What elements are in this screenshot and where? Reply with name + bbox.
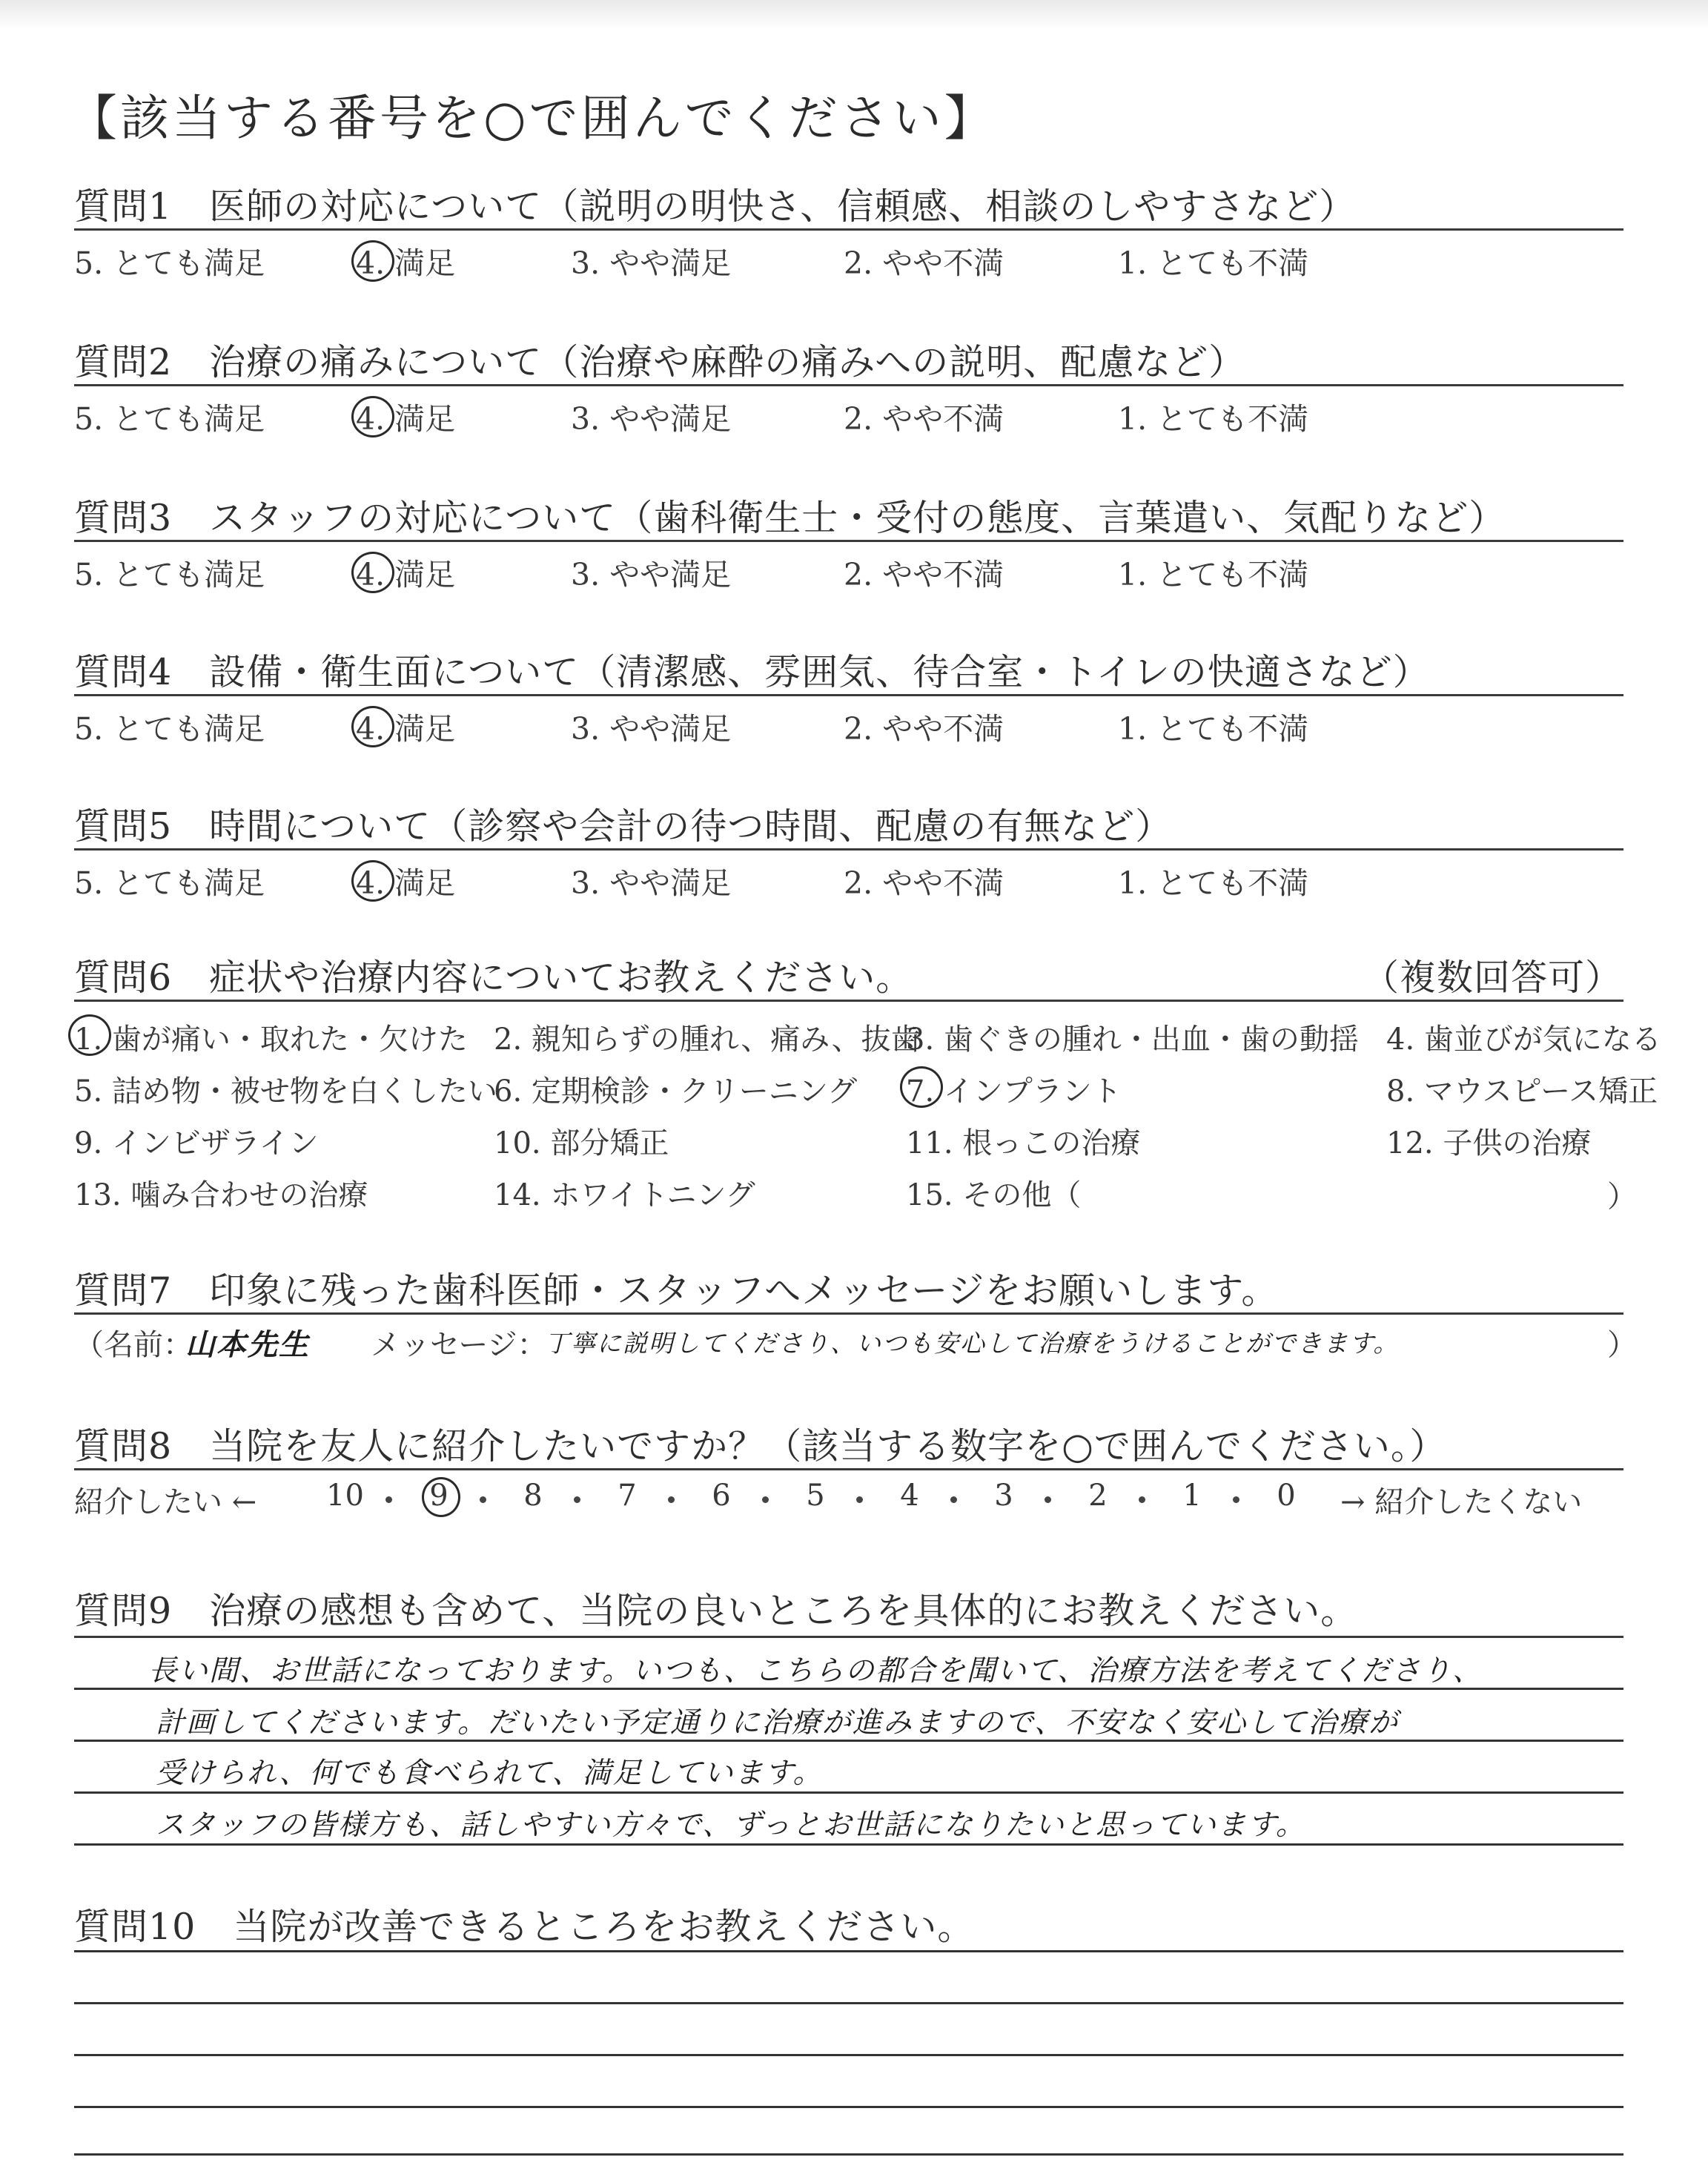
q4-option-3: 3. やや満足 — [571, 711, 732, 747]
q6-option-4: 4. 歯並びが気になる — [1386, 1023, 1661, 1057]
q8-rule — [74, 1468, 1623, 1470]
q8-title: 質問8 当院を友人に紹介したいですか？（該当する数字を○で囲んでください。） — [74, 1425, 1447, 1467]
q9-answer-line: スタッフの皆様方も、話しやすい方々で、ずっとお世話になりたいと思っています。 — [156, 1809, 1306, 1842]
q8-scale-separator — [950, 1496, 957, 1503]
q5-option-2: 2. やや不満 — [844, 865, 1004, 901]
q8-scale-8: 8 — [523, 1479, 543, 1513]
q1-option-5: 5. とても満足 — [74, 245, 265, 281]
q2-option-3: 3. やや満足 — [571, 401, 732, 437]
q6-option-2: 2. 親知らずの腫れ、痛み、抜歯 — [494, 1023, 921, 1057]
q6-option-13: 13. 噛み合わせの治療 — [74, 1178, 368, 1212]
q8-scale-2: 2 — [1088, 1479, 1108, 1513]
q5-option-4: 4. 満足 — [356, 865, 456, 901]
q2-option-4: 4. 満足 — [356, 401, 456, 437]
q9-ruled-line — [74, 1843, 1623, 1846]
q8-scale-separator — [856, 1496, 863, 1503]
q7-name-label: （名前： — [74, 1328, 193, 1362]
q6-option-8: 8. マウスピース矯正 — [1386, 1074, 1658, 1109]
q6-option-12: 12. 子供の治療 — [1386, 1126, 1592, 1160]
q8-scale-6: 6 — [712, 1479, 731, 1513]
q1-selection-circle — [351, 240, 394, 282]
q9-ruled-line — [74, 1791, 1623, 1794]
q6-option-11: 11. 根っこの治療 — [906, 1126, 1141, 1160]
q6-option-9: 9. インビザライン — [74, 1126, 319, 1160]
q6-note: （複数回答可） — [1363, 957, 1623, 999]
q8-left-label: 紹介したい ← — [74, 1485, 257, 1519]
q8-selection-circle — [422, 1477, 460, 1517]
q9-rule — [74, 1636, 1623, 1638]
q3-title: 質問3 スタッフの対応について（歯科衛生士・受付の態度、言葉遣い、気配りなど） — [74, 497, 1506, 539]
q6-option-7: 7. インプラント — [906, 1074, 1122, 1109]
q6-option-15: 15. その他（ — [906, 1178, 1082, 1212]
q3-option-4: 4. 満足 — [356, 557, 456, 592]
q2-title: 質問2 治療の痛みについて（治療や麻酔の痛みへの説明、配慮など） — [74, 341, 1246, 383]
q4-title: 質問4 設備・衛生面について（清潔感、雰囲気、待合室・トイレの快適さなど） — [74, 651, 1430, 693]
q5-title: 質問5 時間について（診察や会計の待つ時間、配慮の有無など） — [74, 805, 1173, 848]
q4-option-5: 5. とても満足 — [74, 711, 265, 747]
q5-rule — [74, 848, 1623, 851]
q3-option-2: 2. やや不満 — [844, 557, 1004, 592]
q6-option-5: 5. 詰め物・被せ物を白くしたい — [74, 1074, 497, 1109]
q5-selection-circle — [351, 860, 394, 902]
q10-ruled-line — [74, 2002, 1623, 2004]
q3-rule — [74, 540, 1623, 542]
q1-title: 質問1 医師の対応について（説明の明快さ、信頼感、相談のしやすさなど） — [74, 185, 1357, 228]
q1-option-1: 1. とても不満 — [1118, 245, 1309, 281]
q6-selection-circle-7 — [900, 1066, 943, 1108]
q8-scale-7: 7 — [618, 1479, 637, 1513]
q1-option-2: 2. やや不満 — [844, 245, 1004, 281]
q6-option-14: 14. ホワイトニング — [494, 1178, 755, 1212]
q2-selection-circle — [351, 396, 394, 437]
q8-scale-separator — [668, 1496, 675, 1503]
q7-title: 質問7 印象に残った歯科医師・スタッフへメッセージをお願いします。 — [74, 1269, 1279, 1312]
q4-rule — [74, 694, 1623, 696]
q6-option-6: 6. 定期検診・クリーニング — [494, 1074, 858, 1109]
q3-option-5: 5. とても満足 — [74, 557, 265, 592]
q8-scale-separator — [385, 1496, 392, 1503]
q10-ruled-line — [74, 2054, 1623, 2056]
q8-scale-separator — [762, 1496, 769, 1503]
q8-scale-0: 0 — [1277, 1479, 1296, 1513]
q1-rule — [74, 228, 1623, 231]
q3-option-3: 3. やや満足 — [571, 557, 732, 592]
q10-ruled-line — [74, 2106, 1623, 2108]
q6-selection-circle-1 — [68, 1014, 111, 1056]
q6-rule — [74, 1000, 1623, 1002]
q9-title: 質問9 治療の感想も含めて、当院の良いところを具体的にお教えください。 — [74, 1590, 1358, 1632]
q8-scale-separator — [1045, 1496, 1051, 1503]
q2-option-1: 1. とても不満 — [1118, 401, 1309, 437]
q8-scale-separator — [1233, 1496, 1239, 1503]
q4-option-2: 2. やや不満 — [844, 711, 1004, 747]
q3-selection-circle — [351, 552, 394, 593]
q7-message-label: メッセージ： — [371, 1328, 547, 1362]
q1-option-3: 3. やや満足 — [571, 245, 732, 281]
q8-scale-5: 5 — [806, 1479, 825, 1513]
q4-selection-circle — [351, 706, 394, 747]
q9-answer-line: 長い間、お世話になっております。いつも、こちらの都合を聞いて、治療方法を考えてくださり、 — [148, 1654, 1483, 1688]
q10-title: 質問10 当院が改善できるところをお教えください。 — [74, 1906, 975, 1948]
q7-message-value: 丁寧に説明してくださり、いつも安心して治療をうけることができます。 — [545, 1329, 1400, 1358]
q6-close-paren: ） — [1607, 1180, 1637, 1214]
q8-right-label: → 紹介したくない — [1340, 1485, 1583, 1519]
q2-rule — [74, 384, 1623, 386]
q7-name-value: 山本先生 — [185, 1328, 310, 1362]
q9-answer-line: 計画してくださいます。だいたい予定通りに治療が進みますので、不安なく安心して治療が — [156, 1706, 1400, 1740]
q6-option-1: 1. 歯が痛い・取れた・欠けた — [74, 1023, 468, 1057]
q5-option-3: 3. やや満足 — [571, 865, 732, 901]
q8-scale-4: 4 — [900, 1479, 919, 1513]
q6-option-3: 3. 歯ぐきの腫れ・出血・歯の動揺 — [906, 1023, 1359, 1057]
q2-option-5: 5. とても満足 — [74, 401, 265, 437]
q5-option-5: 5. とても満足 — [74, 865, 265, 901]
q5-option-1: 1. とても不満 — [1118, 865, 1309, 901]
q6-title: 質問6 症状や治療内容についてお教えください。 — [74, 957, 913, 999]
q8-scale-separator — [480, 1496, 486, 1503]
q1-option-4: 4. 満足 — [356, 245, 456, 281]
q8-scale-3: 3 — [994, 1479, 1013, 1513]
q7-close-paren: ） — [1607, 1328, 1637, 1362]
q8-scale-10: 10 — [326, 1479, 364, 1513]
q4-option-4: 4. 満足 — [356, 711, 456, 747]
scan-top-edge — [0, 0, 1708, 30]
q8-scale-separator — [1139, 1496, 1145, 1503]
q8-scale-9: 9 — [429, 1479, 448, 1513]
q8-scale-1: 1 — [1182, 1479, 1202, 1513]
q6-option-10: 10. 部分矯正 — [494, 1126, 669, 1160]
q10-ruled-line — [74, 2153, 1623, 2156]
q8-scale-separator — [574, 1496, 580, 1503]
q2-option-2: 2. やや不満 — [844, 401, 1004, 437]
q7-rule — [74, 1312, 1623, 1315]
q3-option-1: 1. とても不満 — [1118, 557, 1309, 592]
q4-option-1: 1. とても不満 — [1118, 711, 1309, 747]
q10-ruled-line — [74, 1950, 1623, 1952]
q9-answer-line: 受けられ、何でも食べられて、満足しています。 — [156, 1757, 824, 1790]
form-title: 【該当する番号を○で囲んでください】 — [68, 90, 996, 147]
